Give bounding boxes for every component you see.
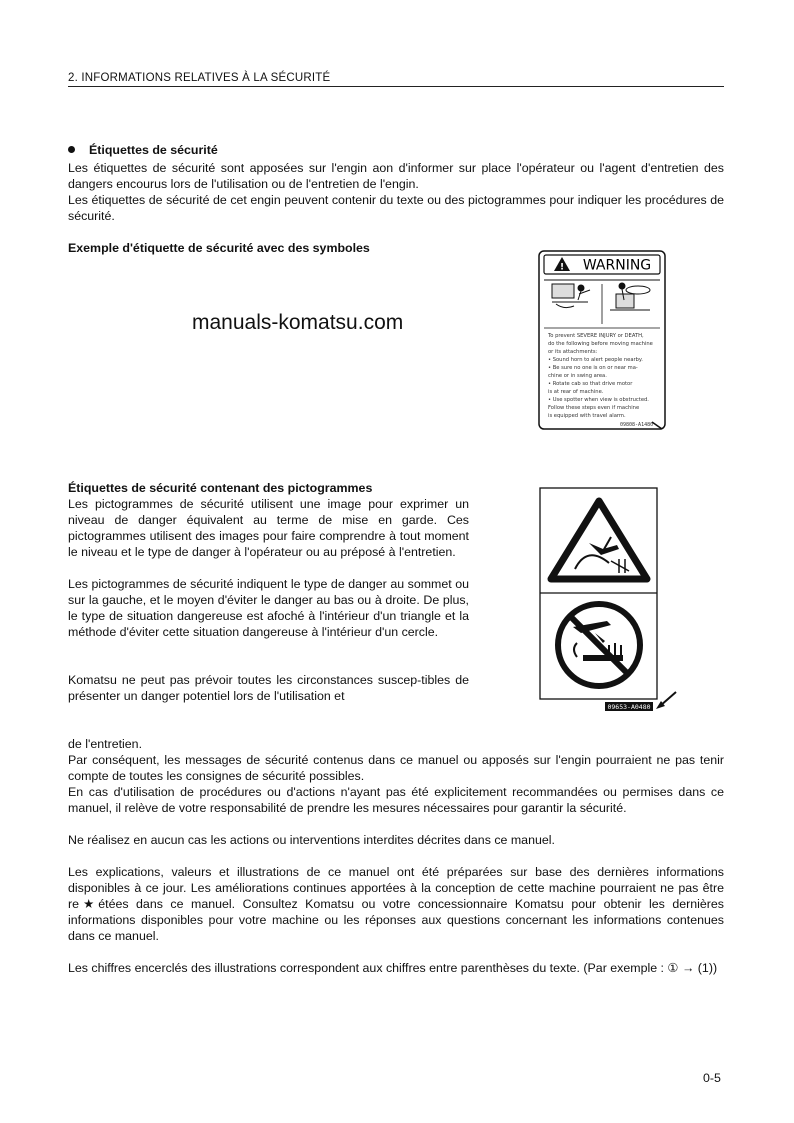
svg-text:chine or in swing area.: chine or in swing area.: [548, 373, 607, 379]
liability-paragraph-4: Ne réalisez en aucun cas les actions ou interventions interdites décrites dans ce manuel.: [68, 833, 555, 847]
liability-paragraph-1: de l'entretien.: [68, 737, 143, 751]
pictogram-label-figure: [539, 487, 658, 713]
warning-label-figure: [538, 250, 666, 430]
svg-text:To prevent SEVERE INJURY or DE: To prevent SEVERE INJURY or DEATH,: [548, 333, 644, 339]
safety-labels-paragraph-2: Les étiquettes de sécurité de cet engin peuvent contenir du texte ou des pictogrammes pour indiquer les procédures de sécurité.: [68, 193, 724, 223]
example-title: Exemple d'étiquette de sécurité avec des symboles: [68, 241, 370, 255]
watermark: manuals-komatsu.com: [192, 311, 404, 334]
svg-text:is at rear of machine.: is at rear of machine.: [548, 389, 604, 395]
pointer-arrow-icon: [656, 690, 678, 710]
svg-text:is equipped with travel alarm.: is equipped with travel alarm.: [548, 413, 626, 419]
pictogram-label-code: 09653-A0480: [607, 703, 651, 711]
pictogram-paragraph-3: Komatsu ne peut pas prévoir toutes les circonstances suscep-tibles de présenter un danger potentiel lors de l'utilisation et: [68, 673, 469, 703]
circled-numbers-paragraph: Les chiffres encerclés des illustrations correspondent aux chiffres entre parenthèses du texte. (Par exemple : ① → (1)): [68, 961, 718, 975]
page-number: 0-5: [703, 1071, 721, 1085]
warning-heading: WARNING: [582, 257, 652, 274]
warning-label-code: 09808-A1480: [620, 422, 654, 428]
pictogram-paragraph-2: Les pictogrammes de sécurité indiquent le type de danger au sommet ou sur la gauche, et le moyen d'éviter le danger au bas ou à droite. De plus, le type de situation dangereuse est afoché à l'intérieur d'un triangle et la méthode d'éviter cette situation dangereuse à l'intérieur d'un cercle.: [68, 577, 469, 639]
bullet-icon: [68, 146, 75, 153]
svg-text:• Sound horn to alert people n: • Sound horn to alert people nearby.: [548, 357, 643, 363]
liability-paragraph-3: En cas d'utilisation de procédures ou d'actions n'ayant pas été explicitement recommandées ou permises dans ce manuel, il relève de votre responsabilité de prendre les mesures nécessaires pour garantir la sécurité.: [68, 785, 724, 815]
warning-label-graphic: [538, 250, 666, 430]
svg-text:or its attachments:: or its attachments:: [548, 349, 598, 355]
svg-text:• Be sure no one is on or near: • Be sure no one is on or near ma-: [548, 365, 638, 371]
information-paragraph: Les explications, valeurs et illustrations de ce manuel ont été préparées sur base des dernières informations disponibles à ce jour. Les améliorations continues apportées à la conception de cette machine pourraient ne pas être re★étées dans ce manuel. Consultez Komatsu ou votre concessionnaire Komatsu pour obtenir les dernières informations disponibles pour votre machine ou les réponses aux questions concernant les informations contenues dans ce manuel.: [68, 865, 724, 943]
svg-text:do the following before moving: do the following before moving machine: [548, 341, 653, 347]
svg-text:• Rotate cab so that drive mot: • Rotate cab so that drive motor: [548, 381, 633, 387]
prohibition-circle-icon: [558, 604, 640, 686]
section-title-text: Étiquettes de sécurité: [89, 143, 218, 157]
svg-text:Follow these steps even if mac: Follow these steps even if machine: [548, 405, 640, 411]
safety-labels-paragraph-1: Les étiquettes de sécurité sont apposées sur l'engin aon d'informer sur place l'opérateur ou l'agent d'entretien des dangers encourus lors de l'utilisation ou de l'entretien de l'engin.: [68, 161, 724, 191]
section-title-safety-labels: [68, 143, 218, 157]
pictogram-label-graphic: [539, 487, 658, 713]
page-header: 2. INFORMATIONS RELATIVES À LA SÉCURITÉ: [68, 72, 724, 87]
liability-paragraph-2: Par conséquent, les messages de sécurité contenus dans ce manuel ou apposés sur l'engin pourraient ne pas tenir compte de toutes les consignes de sécurité possibles.: [68, 753, 724, 783]
pictogram-section-title: Étiquettes de sécurité contenant des pictogrammes: [68, 481, 373, 495]
svg-text:!: !: [559, 262, 565, 273]
svg-text:• Use spotter when view is obs: • Use spotter when view is obstructed.: [548, 397, 649, 403]
pictogram-paragraph-1: Les pictogrammes de sécurité utilisent une image pour exprimer un niveau de danger équivalent au terme de mise en garde. Ces pictogrammes utilisent des images pour faire comprendre à tout moment le niveau et le type de danger à l'opérateur ou au préposé à l'entretien.: [68, 497, 469, 559]
